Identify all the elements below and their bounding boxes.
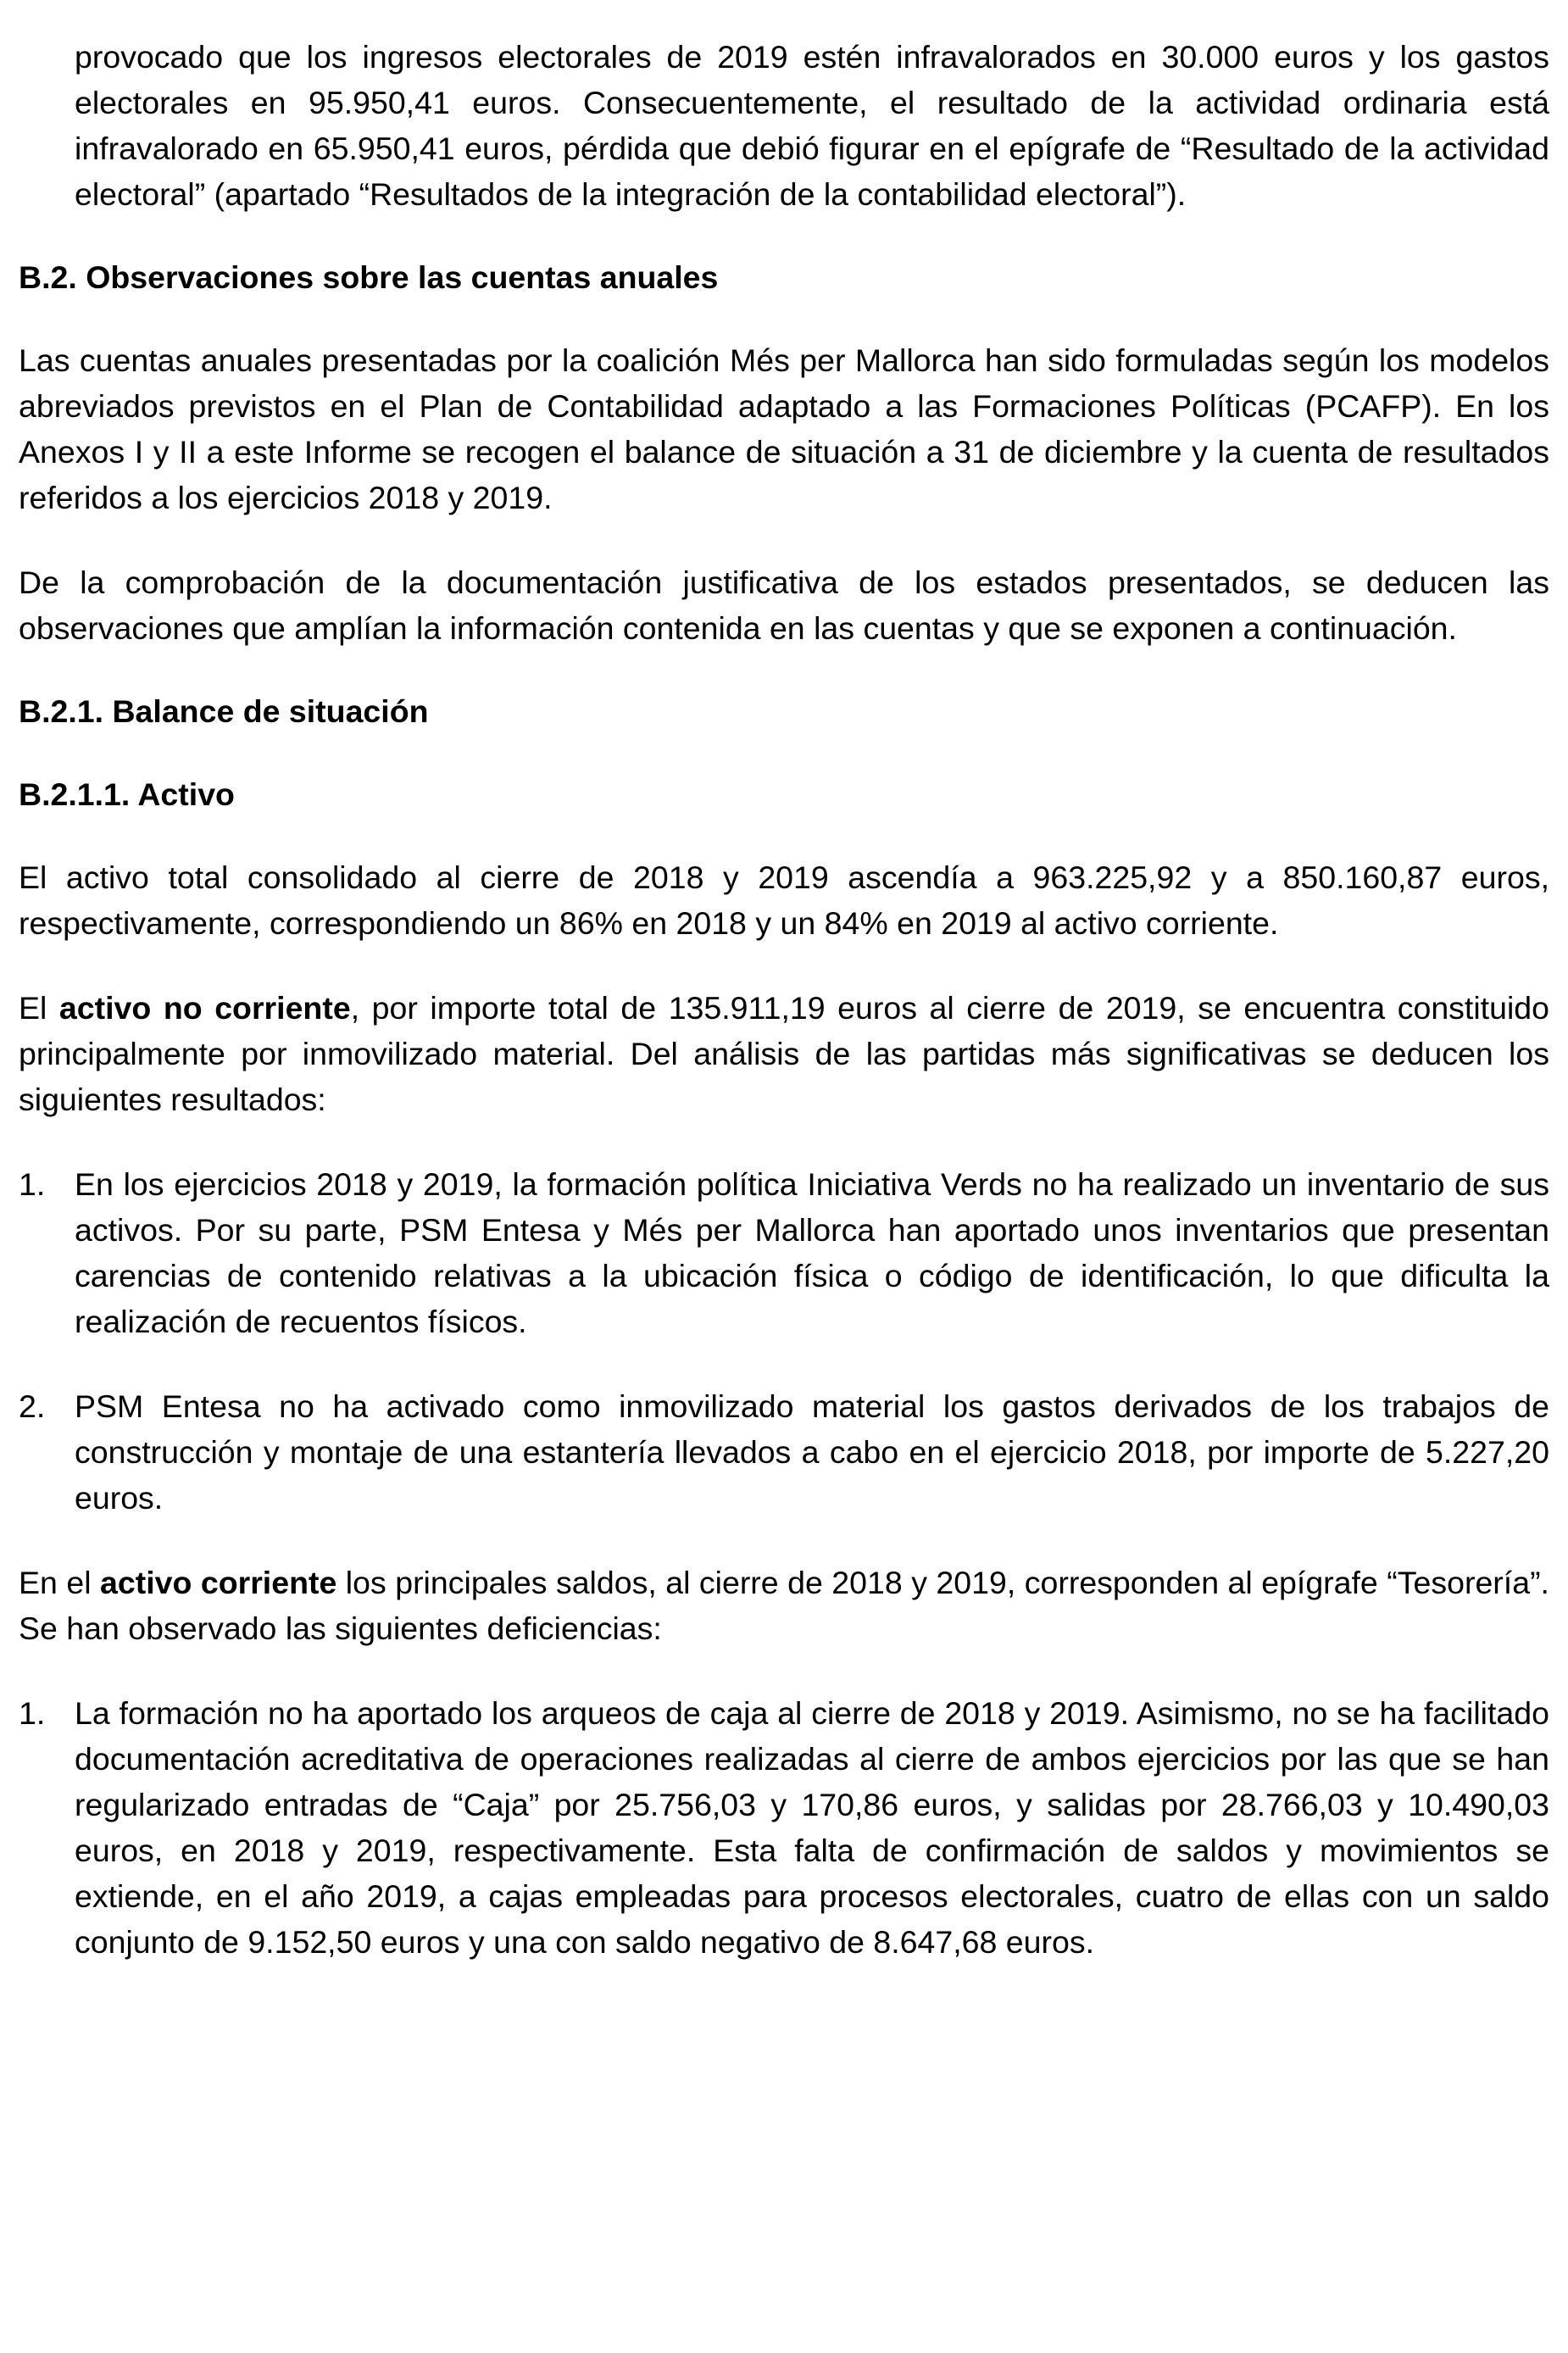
list-item bbox=[19, 1383, 1549, 1521]
heading-b21: B.2.1. Balance de situación bbox=[19, 693, 429, 729]
text-prefix: El bbox=[19, 990, 59, 1026]
list-item bbox=[19, 1161, 1549, 1344]
list-number: 2. bbox=[19, 1388, 46, 1424]
b2-paragraph-1: Las cuentas anuales presentadas por la coalición Més per Mallorca han sido formuladas según los modelos abreviados previstos en el Plan de Contabilidad adaptado a las Formaciones Políticas (PCAFP). En los Anexos I y II a este Informe se recogen el balance de situación a 31 de diciembre y la cuenta de resultados referidos a los ejercicios 2018 y 2019. bbox=[19, 342, 1549, 515]
activo-no-corriente-list bbox=[19, 1161, 1549, 1521]
heading-b211: B.2.1.1. Activo bbox=[19, 776, 235, 812]
list-number: 1. bbox=[19, 1166, 46, 1202]
bold-term: activo no corriente bbox=[58, 990, 351, 1026]
activo-corriente-paragraph bbox=[19, 1560, 1549, 1651]
text-suffix: los principales saldos, al cierre de 2018 y 2019, corresponden al epígrafe “Tesorería”. Se han observado las siguientes deficiencias: bbox=[19, 1565, 1549, 1646]
list-item-text: En los ejercicios 2018 y 2019, la formación política Iniciativa Verds no ha realizado un inventario de sus activos. Por su parte, PSM Entesa y Més per Mallorca han aportado unos inventarios que presentan carencias de contenido relativas a la ubicación física o código de identificación, lo que dificulta la realización de recuentos físicos. bbox=[75, 1166, 1549, 1339]
list-number: 1. bbox=[19, 1695, 46, 1731]
list-item-text: La formación no ha aportado los arqueos de caja al cierre de 2018 y 2019. Asimismo, no se ha facilitado documentación acreditativa de operaciones realizadas al cierre de ambos ejercicios por las que se han regularizado entradas de “Caja” por 25.756,03 y 170,86 euros, y salidas por 28.766,03 y 10.490,03 euros, en 2018 y 2019, respectivamente. Esta falta de confirmación de saldos y movimientos se extiende, en el año 2019, a cajas empleadas para procesos electorales, cuatro de ellas con un saldo conjunto de 9.152,50 euros y una con saldo negativo de 8.647,68 euros. bbox=[75, 1695, 1549, 1960]
heading-b2: B.2. Observaciones sobre las cuentas anuales bbox=[19, 259, 719, 295]
activo-total-paragraph: El activo total consolidado al cierre de 2018 y 2019 ascendía a 963.225,92 y a 850.160,87 euros, respectivamente, correspondiendo un 86% en 2018 y un 84% en 2019 al activo corriente. bbox=[19, 859, 1549, 941]
b2-paragraph-2: De la comprobación de la documentación justificativa de los estados presentados, se deducen las observaciones que amplían la información contenida en las cuentas y que se exponen a continuación. bbox=[19, 565, 1549, 646]
list-item bbox=[19, 1690, 1549, 1965]
document-page bbox=[19, 34, 1549, 1965]
text-prefix: En el bbox=[19, 1565, 100, 1600]
list-item-text: PSM Entesa no ha activado como inmovilizado material los gastos derivados de los trabajos de construcción y montaje de una estantería llevados a cabo en el ejercicio 2018, por importe de 5.227,20 euros. bbox=[75, 1388, 1549, 1516]
intro-continuation-paragraph: provocado que los ingresos electorales de 2019 estén infravalorados en 30.000 euros y los gastos electorales en 95.950,41 euros. Consecuentemente, el resultado de la actividad ordinaria está infravalorado en 65.950,41 euros, pérdida que debió figurar en el epígrafe de “Resultado de la actividad electoral” (apartado “Resultados de la integración de la contabilidad electoral”). bbox=[75, 39, 1549, 212]
activo-corriente-list bbox=[19, 1690, 1549, 1965]
bold-term: activo corriente bbox=[100, 1565, 337, 1600]
text-suffix: , por importe total de 135.911,19 euros al cierre de 2019, se encuentra constituido principalmente por inmovilizado material. Del análisis de las partidas más significativas se deducen los siguientes resultados: bbox=[19, 990, 1549, 1117]
activo-no-corriente-paragraph bbox=[19, 985, 1549, 1122]
